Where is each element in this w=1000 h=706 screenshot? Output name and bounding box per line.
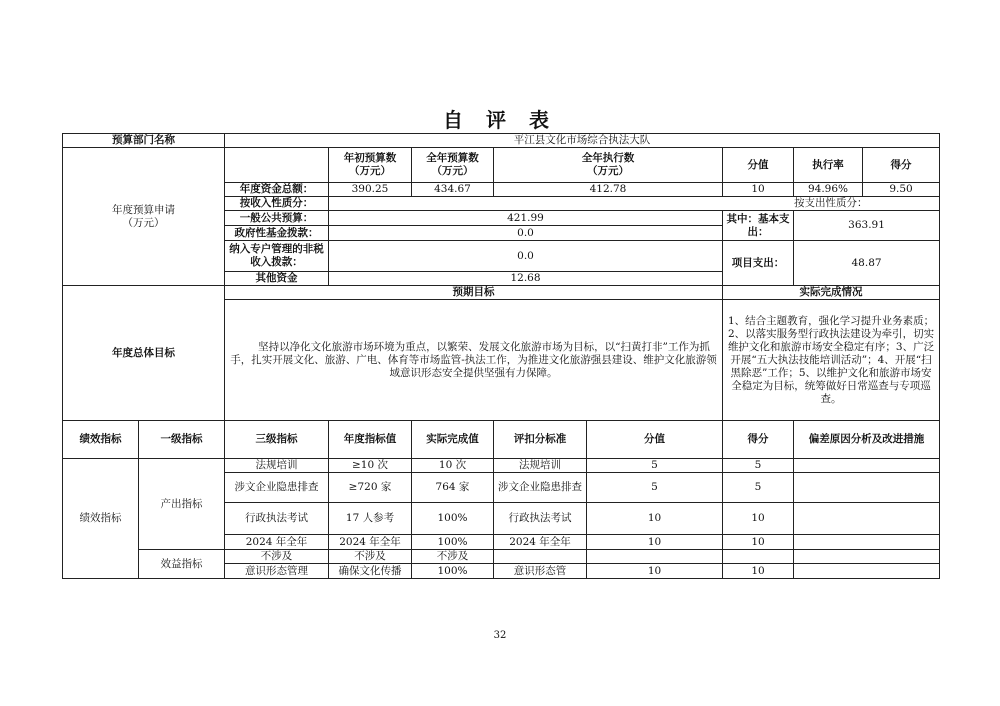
row-actual: 不涉及 (412, 550, 494, 564)
table-row (63, 550, 940, 564)
project-expense-value: 48.87 (794, 241, 940, 286)
basic-expense-label: 其中：基本支出： (723, 211, 794, 241)
dept-label: 预算部门名称 (63, 134, 225, 148)
col-exec-rate: 执行率 (794, 148, 863, 183)
actual-completion-text: 1、结合主题教育，强化学习提升业务素质；2、以落实服务型行政执法建设为牵引，切实维护文化和旅游市场安全稳定有序；3、广泛开展“五大执法技能培训活动”；4、开展“扫黑除恶”工作；5、以维护文化和旅游市场安全稳定为目标，统筹做好日常巡查与专项巡查。 (723, 300, 940, 421)
row-note (794, 550, 940, 564)
perf-section-label: 绩效指标 (63, 459, 139, 579)
col-score-value: 分值 (723, 148, 794, 183)
row-standard: 法规培训 (494, 459, 587, 473)
budget-header-row (63, 148, 940, 183)
perf-header-actual: 实际完成值 (412, 421, 494, 459)
col-full-budget (412, 148, 494, 183)
row-target: 2024 年全年 (329, 535, 412, 550)
project-expense-label: 项目支出： (723, 241, 794, 286)
row-actual: 764 家 (412, 473, 494, 503)
row-actual: 100% (412, 564, 494, 579)
budget-header-blank (225, 148, 329, 183)
col-initial-unit: （万元） (349, 165, 391, 177)
row-indicator: 不涉及 (225, 550, 329, 564)
row-value: 10 (587, 535, 723, 550)
page-title: 自 评 表 (443, 108, 557, 132)
row-score: 10 (723, 564, 794, 579)
basic-expense-value: 363.91 (794, 211, 940, 241)
page-number: 32 (493, 630, 507, 641)
row-standard (494, 550, 587, 564)
row-actual: 100% (412, 503, 494, 535)
col-exec-label: 全年执行数 (581, 152, 635, 164)
row-target: 确保文化传播 (329, 564, 412, 579)
row-note (794, 535, 940, 550)
row-target: 不涉及 (329, 550, 412, 564)
perf-header-analysis: 偏差原因分析及改进措施 (794, 421, 940, 459)
row-value: 5 (587, 459, 723, 473)
total-score-value: 10 (723, 183, 794, 197)
row-target: 17 人参考 (329, 503, 412, 535)
row-note (794, 473, 940, 503)
public-budget-label: 一般公共预算： (225, 211, 329, 226)
budget-section-label-line2: （万元） (122, 216, 165, 229)
expected-goal-header: 预期目标 (225, 286, 723, 300)
row-value (587, 550, 723, 564)
total-label: 年度资金总额： (225, 183, 329, 197)
row-note (794, 564, 940, 579)
total-rate: 94.96% (794, 183, 863, 197)
goals-header-row (63, 286, 940, 300)
other-funds-label: 其他资金 (225, 272, 329, 286)
row-target: ≥720 家 (329, 473, 412, 503)
special-mgmt-label: 纳入专户管理的非税收入拨款： (225, 241, 329, 272)
benefit-indicator-label: 效益指标 (139, 550, 225, 579)
col-exec-budget (494, 148, 723, 183)
public-budget-value: 421.99 (329, 211, 723, 226)
row-score: 5 (723, 459, 794, 473)
row-indicator: 涉文企业隐患排查 (225, 473, 329, 503)
perf-header-indicator: 绩效指标 (63, 421, 139, 459)
row-indicator: 法规培训 (225, 459, 329, 473)
row-indicator: 2024 年全年 (225, 535, 329, 550)
row-standard: 行政执法考试 (494, 503, 587, 535)
row-indicator: 行政执法考试 (225, 503, 329, 535)
row-note (794, 503, 940, 535)
row-standard: 2024 年全年 (494, 535, 587, 550)
row-value: 10 (587, 564, 723, 579)
budget-section-label (63, 148, 225, 286)
col-exec-unit: （万元） (587, 165, 629, 177)
perf-header-score: 得分 (723, 421, 794, 459)
col-initial-label: 年初预算数 (343, 152, 397, 164)
row-score: 10 (723, 535, 794, 550)
expense-nature-label: 按支出性质分： (723, 197, 940, 211)
row-value: 5 (587, 473, 723, 503)
special-mgmt-value: 0.0 (329, 241, 723, 272)
perf-header-level3: 三级指标 (225, 421, 329, 459)
row-standard: 涉文企业隐患排查 (494, 473, 587, 503)
table-row (63, 459, 940, 473)
col-full-unit: （万元） (431, 165, 474, 177)
row-note (794, 459, 940, 473)
expected-goal-text: 坚持以净化文化旅游市场环境为重点，以繁荣、发展文化旅游市场为目标，以“扫黄打非”工作为抓手，扎实开展文化、旅游、广电、体育等市场监管-执法工作，为推进文化旅游强县建设、维护文化旅游领域意识形态安全提供坚强有力保障。 (225, 300, 723, 421)
row-standard: 意识形态管 (494, 564, 587, 579)
nature-blank (329, 197, 723, 211)
col-score: 得分 (863, 148, 940, 183)
actual-completion-header: 实际完成情况 (723, 286, 940, 300)
goals-section-label: 年度总体目标 (63, 286, 225, 421)
row-score: 5 (723, 473, 794, 503)
row-indicator: 意识形态管理 (225, 564, 329, 579)
row-score: 10 (723, 503, 794, 535)
row-actual: 100% (412, 535, 494, 550)
output-indicator-label: 产出指标 (139, 459, 225, 550)
dept-row (63, 134, 940, 148)
perf-header-level1: 一级指标 (139, 421, 225, 459)
gov-fund-label: 政府性基金拨款： (225, 226, 329, 241)
perf-header-standard: 评扣分标准 (494, 421, 587, 459)
income-nature-label: 按收入性质分： (225, 197, 329, 211)
col-initial-budget (329, 148, 412, 183)
col-full-label: 全年预算数 (426, 152, 479, 164)
gov-fund-value: 0.0 (329, 226, 723, 241)
self-evaluation-table (62, 133, 940, 579)
total-full: 434.67 (412, 183, 494, 197)
total-score: 9.50 (863, 183, 940, 197)
row-value: 10 (587, 503, 723, 535)
total-exec: 412.78 (494, 183, 723, 197)
perf-header-target: 年度指标值 (329, 421, 412, 459)
performance-header-row (63, 421, 940, 459)
perf-header-value: 分值 (587, 421, 723, 459)
budget-section-label-line1: 年度预算申请 (112, 203, 175, 216)
row-actual: 10 次 (412, 459, 494, 473)
dept-value: 平江县文化市场综合执法大队 (225, 134, 940, 148)
total-initial: 390.25 (329, 183, 412, 197)
other-funds-value: 12.68 (329, 272, 723, 286)
row-target: ≥10 次 (329, 459, 412, 473)
row-score (723, 550, 794, 564)
